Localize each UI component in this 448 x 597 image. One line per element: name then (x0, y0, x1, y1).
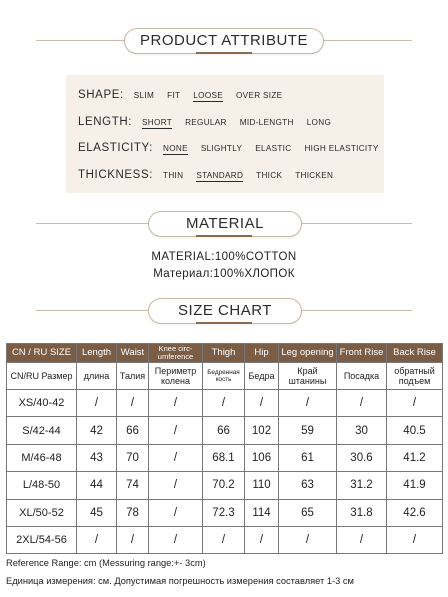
table-cell: 74 (117, 472, 149, 499)
column-header: Back Rise (387, 344, 443, 363)
column-header: Hip (245, 344, 279, 363)
size-cell: 2XL/54-56 (7, 526, 77, 553)
table-cell: / (203, 526, 245, 553)
table-cell: / (337, 390, 387, 417)
column-header: Leg opening (279, 344, 337, 363)
size-chart-table (6, 343, 443, 554)
table-cell: / (387, 526, 443, 553)
table-cell: / (279, 390, 337, 417)
table-cell: / (337, 526, 387, 553)
attribute-row-shape (78, 85, 295, 105)
russian-header-cell: обратный подъем (387, 363, 443, 390)
table-cell: / (387, 390, 443, 417)
table-cell: 30.6 (337, 444, 387, 471)
table-cell: 63 (279, 472, 337, 499)
table-cell: / (149, 472, 203, 499)
russian-header-cell: CN/RU Размер (7, 363, 77, 390)
table-cell: 41.2 (387, 444, 443, 471)
attribute-option: HIGH ELASTICITY (304, 143, 379, 153)
table-cell: 68.1 (203, 444, 245, 471)
table-row (7, 472, 443, 499)
table-cell: 78 (117, 499, 149, 526)
table-cell: / (117, 526, 149, 553)
table-cell: 42 (77, 417, 117, 444)
attribute-option: MID-LENGTH (239, 117, 294, 127)
table-cell: 40.5 (387, 417, 443, 444)
column-header: CN / RU SIZE (7, 344, 77, 363)
attribute-option: REGULAR (185, 117, 227, 127)
table-cell: / (149, 499, 203, 526)
table-header-row (7, 344, 443, 363)
table-cell: / (149, 526, 203, 553)
attribute-option: THIN (163, 170, 184, 180)
table-cell: / (149, 390, 203, 417)
title-accent-line (196, 235, 252, 237)
table-cell: 66 (117, 417, 149, 444)
table-cell: 106 (245, 444, 279, 471)
measurement-unit-note: Единица измерения: см. Допустимая погрешность измерения составляет 1-3 см (6, 576, 354, 586)
section-title: MATERIAL (148, 211, 302, 237)
russian-header-cell: Край штанины (279, 363, 337, 390)
russian-header-cell: Посадка (337, 363, 387, 390)
material-russian: Материал:100%ХЛОПОК (153, 268, 295, 280)
column-header: Knee circ-umference (149, 344, 203, 363)
size-cell: XS/40-42 (7, 390, 77, 417)
table-row (7, 444, 443, 471)
section-title: PRODUCT ATTRIBUTE (124, 28, 324, 54)
table-cell: 114 (245, 499, 279, 526)
table-cell: 110 (245, 472, 279, 499)
size-cell: L/48-50 (7, 472, 77, 499)
column-header: Length (77, 344, 117, 363)
russian-header-cell: Бедренная кость (203, 363, 245, 390)
table-cell: / (117, 390, 149, 417)
russian-header-cell: Периметр колена (149, 363, 203, 390)
section-title: SIZE CHART (148, 298, 302, 324)
table-cell: 65 (279, 499, 337, 526)
attribute-option-selected: STANDARD (196, 170, 244, 180)
column-header: Thigh (203, 344, 245, 363)
table-cell: / (149, 444, 203, 471)
table-cell: / (245, 390, 279, 417)
attribute-row-length (78, 112, 344, 132)
table-cell: 45 (77, 499, 117, 526)
table-russian-header-row (7, 363, 443, 390)
attributes-panel (66, 75, 384, 193)
attribute-option: OVER SIZE (236, 90, 283, 100)
attribute-row-elasticity (78, 138, 392, 158)
material-english: MATERIAL:100%COTTON (151, 251, 297, 263)
column-header: Front Rise (337, 344, 387, 363)
attribute-label: LENGTH: (78, 116, 133, 128)
table-cell: / (279, 526, 337, 553)
table-cell: 31.2 (337, 472, 387, 499)
size-cell: S/42-44 (7, 417, 77, 444)
table-cell: 44 (77, 472, 117, 499)
attribute-option: FIT (167, 90, 181, 100)
size-cell: M/46-48 (7, 444, 77, 471)
attribute-option-selected: SHORT (142, 117, 173, 127)
table-cell: / (203, 390, 245, 417)
table-cell: 59 (279, 417, 337, 444)
title-accent-line (196, 322, 252, 324)
table-cell: 30 (337, 417, 387, 444)
attribute-option: LONG (306, 117, 332, 127)
russian-header-cell: Талия (117, 363, 149, 390)
table-cell: 61 (279, 444, 337, 471)
attribute-option-selected: LOOSE (193, 90, 224, 100)
attribute-option: ELASTIC (255, 143, 292, 153)
table-row (7, 499, 443, 526)
attribute-option: THICKEN (295, 170, 334, 180)
attribute-option: SLIGHTLY (200, 143, 243, 153)
table-row (7, 390, 443, 417)
table-cell: 31.8 (337, 499, 387, 526)
russian-header-cell: Бедра (245, 363, 279, 390)
size-cell: XL/50-52 (7, 499, 77, 526)
table-cell: 70 (117, 444, 149, 471)
russian-header-cell: длина (77, 363, 117, 390)
reference-range-note: Reference Range: cm (Messuring range:+- 3cm) (6, 558, 206, 568)
table-cell: 41.9 (387, 472, 443, 499)
table-cell: 43 (77, 444, 117, 471)
attribute-option-selected: NONE (162, 143, 188, 153)
table-cell: 70.2 (203, 472, 245, 499)
table-cell: 42.6 (387, 499, 443, 526)
table-cell: / (77, 390, 117, 417)
table-cell: / (149, 417, 203, 444)
attribute-row-thickness (78, 165, 346, 185)
column-header: Waist (117, 344, 149, 363)
attribute-label: THICKNESS: (78, 169, 154, 181)
attribute-option: THICK (256, 170, 283, 180)
attribute-label: ELASTICITY: (78, 142, 153, 154)
table-cell: 66 (203, 417, 245, 444)
table-cell: 102 (245, 417, 279, 444)
table-cell: / (77, 526, 117, 553)
table-cell: / (245, 526, 279, 553)
title-accent-line (196, 52, 252, 54)
table-row (7, 526, 443, 553)
table-cell: 72.3 (203, 499, 245, 526)
attribute-option: SLIM (133, 90, 155, 100)
attribute-label: SHAPE: (78, 89, 124, 101)
table-row (7, 417, 443, 444)
